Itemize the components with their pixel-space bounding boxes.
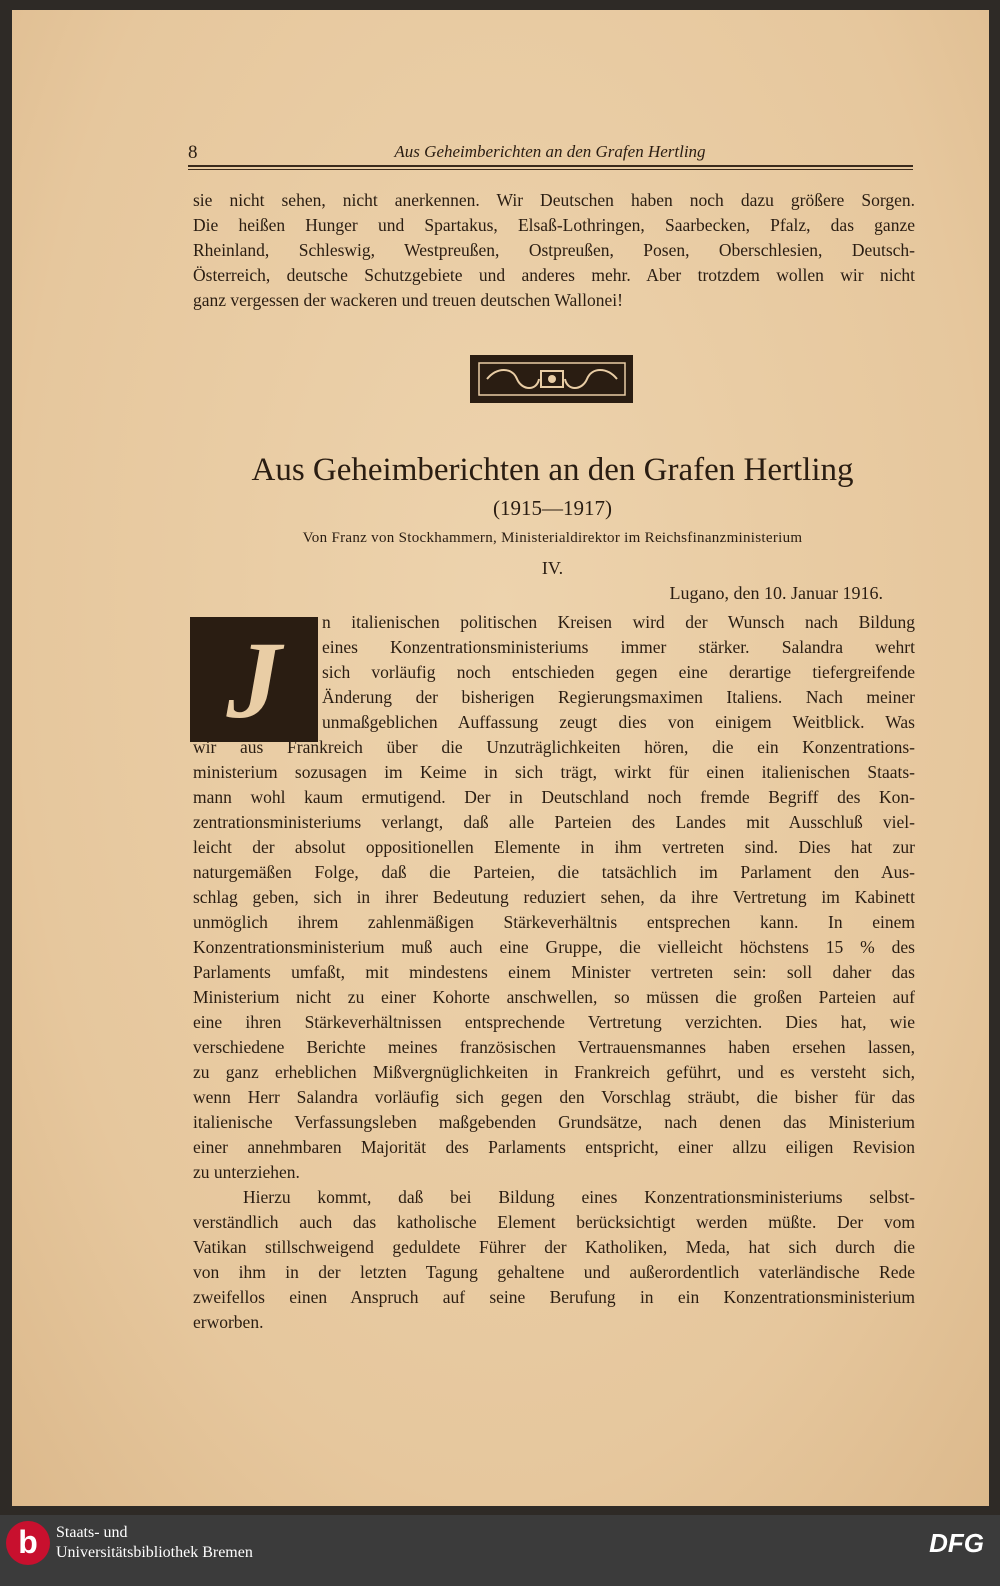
text-line: zu unterziehen. xyxy=(193,1162,300,1182)
text-line: Hierzu kommt, daß bei Bildung eines Konzentrationsministeriums selbst- xyxy=(243,1187,915,1207)
text-line: von ihm in der letzten Tagung gehaltene und außerordentlich vaterländische Rede xyxy=(193,1262,915,1282)
text-line: unmöglich ihrem zahlenmäßigen Stärkeverhältnis entsprechen kann. In einem xyxy=(193,912,915,932)
text-line: zentrationsministeriums verlangt, daß alle Parteien des Landes mit Ausschluß viel- xyxy=(193,812,915,832)
text-line: leicht der absolut oppositionellen Elemente in ihm vertreten sind. Dies hat zur xyxy=(193,837,915,857)
text-line: Parlaments umfaßt, mit mindestens einem Minister vertreten sein: soll daher das xyxy=(193,962,915,982)
dfg-logo: DFG xyxy=(929,1528,984,1558)
article-byline: Von Franz von Stockhammern, Ministerialdirektor im Reichsfinanzministerium xyxy=(302,530,803,546)
text-line: italienische Verfassungsleben maßgebenden Grundsätze, nach denen das Ministerium xyxy=(193,1112,915,1132)
text-line: eines Konzentrationsministeriums immer stärker. Salandra wehrt xyxy=(322,637,915,657)
header-rule-thin xyxy=(188,169,913,170)
text-line: sie nicht sehen, nicht anerkennen. Wir Deutschen haben noch dazu größere Sorgen. xyxy=(193,190,915,210)
text-line: unmaßgeblichen Auffassung zeugt dies von einigem Weitblick. Was xyxy=(322,712,915,732)
text-line: Österreich, deutsche Schutzgebiete und anderes mehr. Aber trotzdem wollen wir nicht xyxy=(193,265,915,285)
text-line: schlag geben, sich in ihrer Bedeutung reduziert sehen, da ihre Vertretung im Kabinett xyxy=(193,887,915,907)
text-line: ministerium sozusagen im Keime in sich trägt, wirkt für einen italienischen Staats- xyxy=(193,762,915,782)
text-line: n italienischen politischen Kreisen wird der Wunsch nach Bildung xyxy=(322,612,915,632)
running-title: Aus Geheimberichten an den Grafen Hertling xyxy=(394,142,706,161)
library-name-line2: Universitätsbibliothek Bremen xyxy=(56,1544,253,1561)
text-line: eine ihren Stärkeverhältnissen entsprechende Vertretung verzichten. Dies hat, wie xyxy=(193,1012,915,1032)
page-number: 8 xyxy=(188,142,198,163)
text-line: wir aus Frankreich über die Unzuträglichkeiten hören, die ein Konzentrations- xyxy=(193,737,915,757)
text-line: Ministerium nicht zu einer Kohorte anschwellen, so müssen die großen Parteien auf xyxy=(193,987,915,1007)
text-line: sich vorläufig noch entschieden gegen eine derartige tiefergreifende xyxy=(322,662,915,682)
text-line: wenn Herr Salandra vorläufig sich gegen den Vorschlag sträubt, die bisher für das xyxy=(193,1087,915,1107)
text-line: zu ganz erheblichen Mißvergnüglichkeiten in Frankreich geführt, und es versteht sich, xyxy=(193,1062,915,1082)
article-title: Aus Geheimberichten an den Grafen Hertling xyxy=(251,452,854,488)
text-line: Vatikan stillschweigend geduldete Führer der Katholiken, Meda, hat sich durch die xyxy=(193,1237,915,1257)
ornament-icon xyxy=(477,361,627,397)
text-line: einer annehmbaren Majorität des Parlaments entspricht, einer allzu eiligen Revision xyxy=(193,1137,915,1157)
text-line: verständlich auch das katholische Element berücksichtigt werden müßte. Der vom xyxy=(193,1212,915,1232)
text-line: zweifellos einen Anspruch auf seine Berufung in ein Konzentrationsministerium xyxy=(193,1287,915,1307)
text-line: mann wohl kaum ermutigend. Der in Deutschland noch fremde Begriff des Kon- xyxy=(193,787,915,807)
text-line: ganz vergessen der wackeren und treuen deutschen Wallonei! xyxy=(193,290,623,310)
ornament-vignette xyxy=(470,355,633,403)
drop-cap-illustration xyxy=(190,617,318,742)
text-line: Rheinland, Schleswig, Westpreußen, Ostpreußen, Posen, Oberschlesien, Deutsch- xyxy=(193,240,915,260)
text-line: naturgemäßen Folge, daß die Parteien, die tatsächlich im Parlament den Aus- xyxy=(193,862,915,882)
text-line: verschiedene Berichte meines französischen Vertrauensmannes haben ersehen lassen, xyxy=(193,1037,915,1057)
dateline: Lugano, den 10. Januar 1916. xyxy=(669,583,883,603)
article-years: (1915—1917) xyxy=(493,496,612,520)
library-name-line1: Staats- und xyxy=(56,1524,128,1541)
text-line: Die heißen Hunger und Spartakus, Elsaß-Lothringen, Saarbecken, Pfalz, das ganze xyxy=(193,215,915,235)
library-logo[interactable]: b xyxy=(6,1521,50,1565)
library-name[interactable] xyxy=(56,1523,253,1563)
section-number: IV. xyxy=(541,558,564,578)
text-line: erworben. xyxy=(193,1312,264,1332)
text-line: Konzentrationsministerium muß auch eine Gruppe, die vielleicht höchstens 15 % des xyxy=(193,937,915,957)
drop-cap-letter: J xyxy=(226,618,282,741)
text-line: Änderung der bisherigen Regierungsmaximen Italiens. Nach meiner xyxy=(322,687,915,707)
header-rule xyxy=(188,165,913,167)
